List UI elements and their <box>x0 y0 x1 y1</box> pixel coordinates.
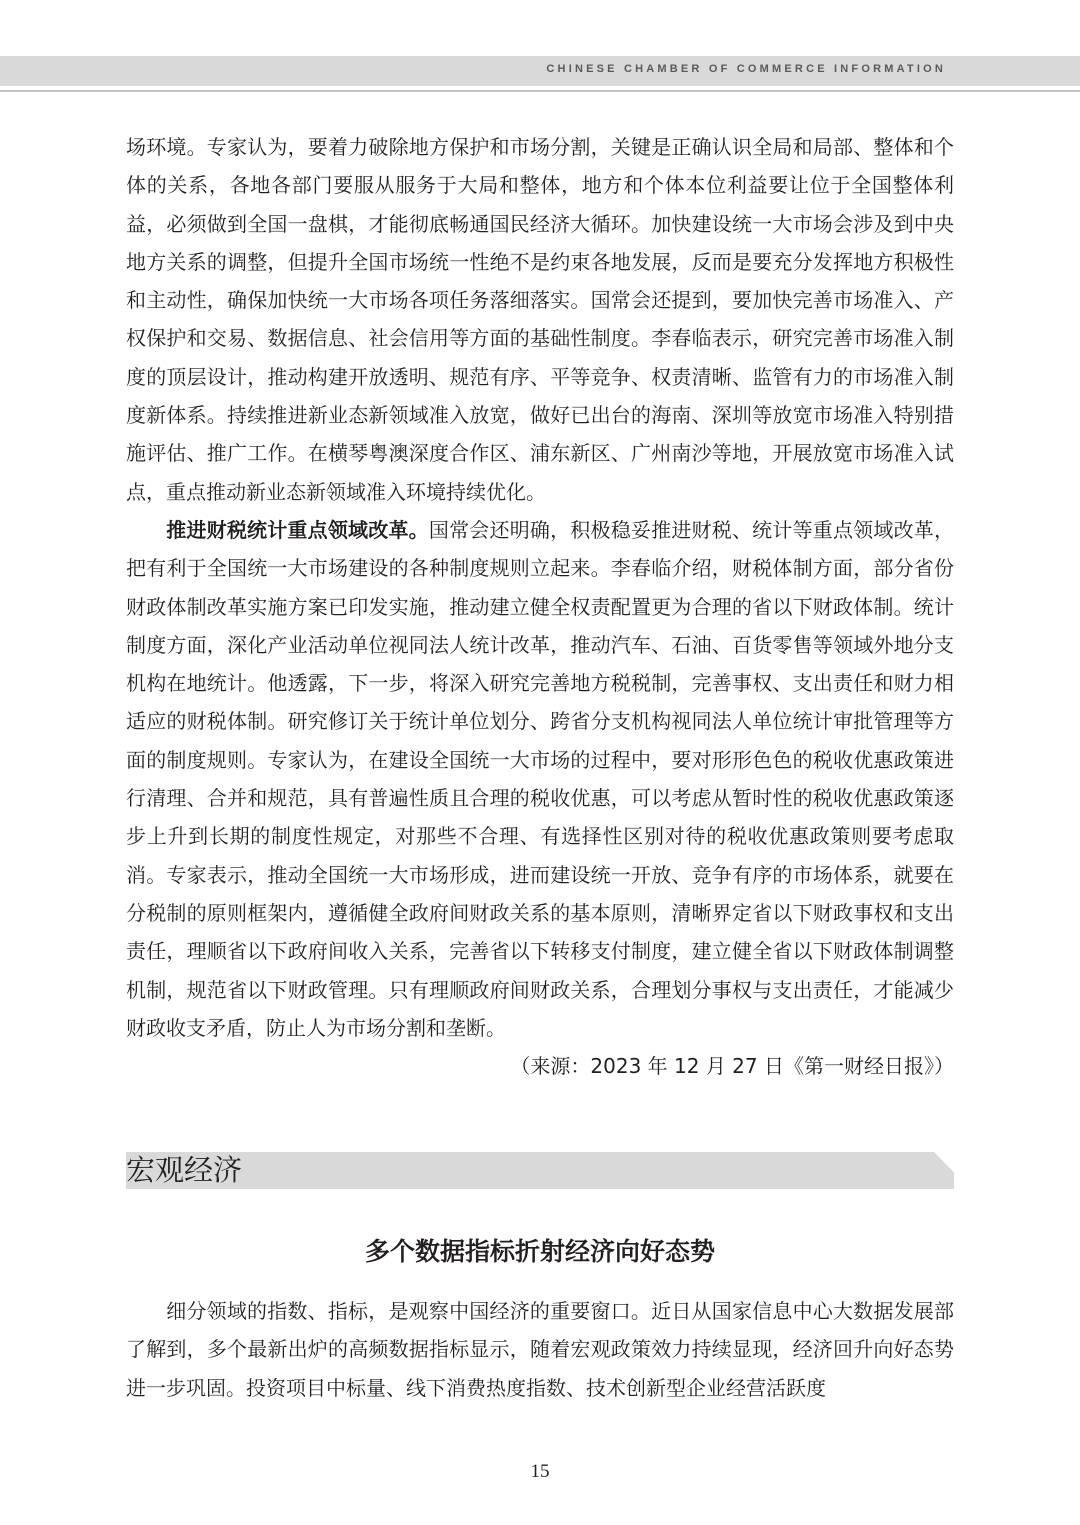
article-body <box>126 1292 954 1407</box>
paragraph-intro-text: 细分领域的指数、指标，是观察中国经济的重要窗口。近日从国家信息中心大数据发展部了解到，多个最新出炉的高频数据指标显示，随着宏观政策效力持续显现，经济回升向好态势进一步巩固。投资项目中标量、线下消费热度指数、技术创新型企业经营活跃度 <box>126 1299 954 1400</box>
paragraph-body: 国常会还明确，积极稳妥推进财税、统计等重点领域改革，把有利于全国统一大市场建设的各种制度规则立起来。李春临介绍，财税体制方面，部分省份财政体制改革实施方案已印发实施，推动建立健全权责配置更为合理的省以下财政体制。统计制度方面，深化产业活动单位视同法人统计改革，推动汽车、石油、百货零售等领域外地分支机构在地统计。他透露，下一步，将深入研究完善地方税税制，完善事权、支出责任和财力相适应的财税体制。研究修订关于统计单位划分、跨省分支机构视同法人单位统计审批管理等方面的制度规则。专家认为，在建设全国统一大市场的过程中，要对形形色色的税收优惠政策进行清理、合并和规范，具有普遍性质且合理的税收优惠，可以考虑从暂时性的税收优惠政策逐步上升到长期的制度性规定，对那些不合理、有选择性区别对待的税收优惠政策则要考虑取消。专家表示，推动全国统一大市场形成，进而建设统一开放、竞争有序的市场体系，就要在分税制的原则框架内，遵循健全政府间财政关系的基本原则，清晰界定省以下财政事权和支出责任，理顺省以下政府间收入关系，完善省以下转移支付制度，建立健全省以下财政体制调整机制，规范省以下财政管理。只有理顺政府间财政关系，合理划分事权与支出责任，才能减少财政收支矛盾，防止人为市场分割和垄断。 <box>126 517 955 1040</box>
paragraph-intro <box>126 1292 954 1407</box>
article-title: 多个数据指标折射经济向好态势 <box>364 1237 715 1266</box>
paragraph-lead: 推进财税统计重点领域改革。 <box>166 517 429 542</box>
paragraph-fiscal-reform <box>126 511 954 1047</box>
paragraph-market-environment: 场环境。专家认为，要着力破除地方保护和市场分割，关键是正确认识全局和局部、整体和个体的关系，各地各部门要服从服务于大局和整体，地方和个体本位利益要让位于全国整体利益，必须做到全国一盘棋，才能彻底畅通国民经济大循环。加快建设统一大市场会涉及到中央地方关系的调整，但提升全国市场统一性绝不是约束各地发展，反而是要充分发挥地方积极性和主动性，确保加快统一大市场各项任务落细落实。国常会还提到，要加快完善市场准入、产权保护和交易、数据信息、社会信用等方面的基础性制度。李春临表示，研究完善市场准入制度的顶层设计，推动构建开放透明、规范有序、平等竞争、权责清晰、监管有力的市场准入制度新体系。持续推进新业态新领域准入放宽，做好已出台的海南、深圳等放宽市场准入特别措施评估、推广工作。在横琴粤澳深度合作区、浦东新区、广州南沙等地，开展放宽市场准入试点，重点推动新业态新领域准入环境持续优化。 <box>126 135 954 504</box>
source-citation: （来源：2023 年 12 月 27 日《第一财经日报》） <box>510 1054 954 1079</box>
header-rule <box>0 90 1080 92</box>
section-title: 宏观经济 <box>126 1153 243 1187</box>
article-continued <box>126 128 954 1085</box>
section-bar <box>126 1152 954 1189</box>
publication-header: CHINESE CHAMBER OF COMMERCE INFORMATION <box>546 63 946 75</box>
page-number: 15 <box>530 1461 550 1482</box>
